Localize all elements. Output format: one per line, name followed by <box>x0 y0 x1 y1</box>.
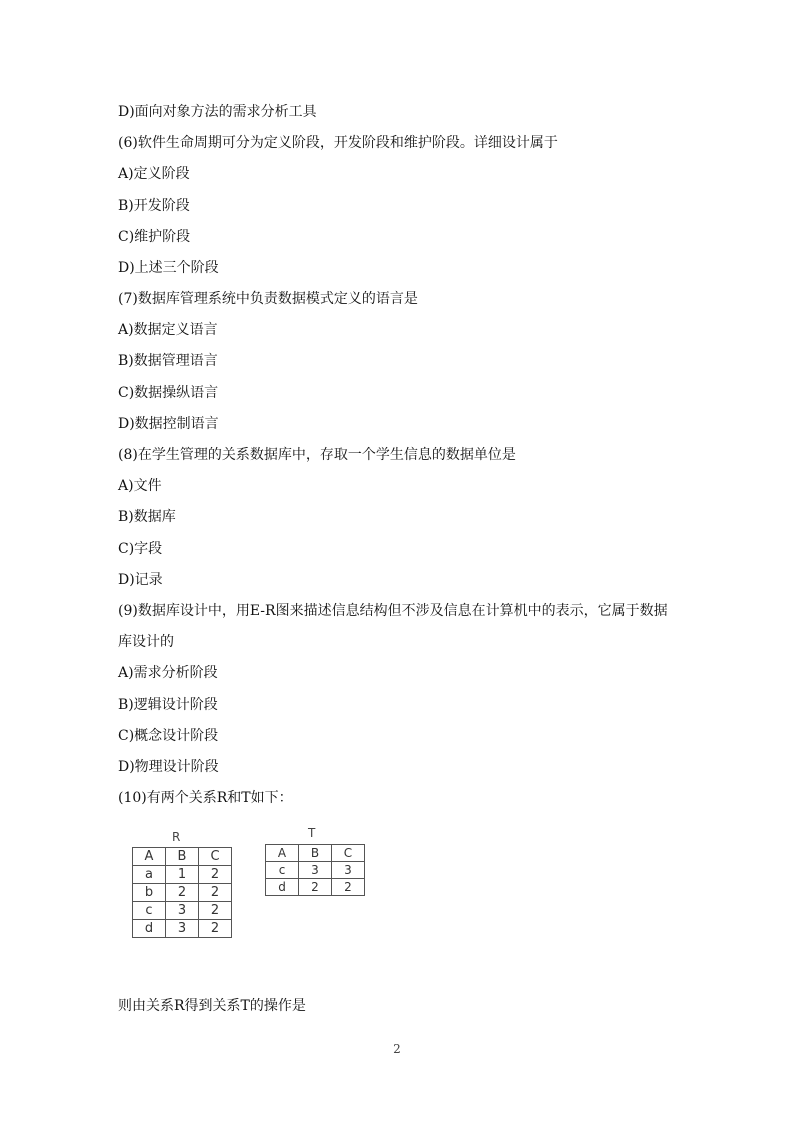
table-row <box>133 920 232 938</box>
text-line: C)字段 <box>118 541 163 557</box>
text-line: D)记录 <box>118 572 163 588</box>
text-line: C)数据操纵语言 <box>118 385 219 401</box>
table-cell: 2 <box>199 902 232 920</box>
text-line: B)数据库 <box>118 509 176 525</box>
text-line: (10)有两个关系R和T如下： <box>118 790 293 806</box>
header-cell: A <box>133 848 166 866</box>
text-line: B)逻辑设计阶段 <box>118 697 218 713</box>
text-line: (7)数据库管理系统中负责数据模式定义的语言是 <box>118 291 418 307</box>
text-line: B)开发阶段 <box>118 198 190 214</box>
table-cell: d <box>266 879 299 896</box>
table-cell: 1 <box>166 866 199 884</box>
text-line: D)上述三个阶段 <box>118 260 219 276</box>
table-cell: d <box>133 920 166 938</box>
header-cell: C <box>199 848 232 866</box>
table-row <box>133 902 232 920</box>
text-line: A)数据定义语言 <box>118 322 218 338</box>
text-line: B)数据管理语言 <box>118 353 218 369</box>
relation-r-table <box>132 847 232 938</box>
header-cell: C <box>332 845 365 862</box>
table-cell: b <box>133 884 166 902</box>
relation-t-table <box>265 844 365 896</box>
table-cell: 2 <box>199 884 232 902</box>
table-header-row <box>266 845 365 862</box>
table-cell: 3 <box>332 862 365 879</box>
text-line: A)定义阶段 <box>118 166 190 182</box>
relation-r-name: R <box>172 830 181 844</box>
table-cell: 2 <box>332 879 365 896</box>
table-row <box>266 862 365 879</box>
header-cell: B <box>299 845 332 862</box>
header-cell: B <box>166 848 199 866</box>
text-line: D)面向对象方法的需求分析工具 <box>118 104 317 120</box>
table-cell: 2 <box>199 920 232 938</box>
table-cell: 2 <box>166 884 199 902</box>
table-row <box>266 879 365 896</box>
table-cell: 3 <box>166 920 199 938</box>
table-cell: 2 <box>299 879 332 896</box>
question-stem-continuation: 则由关系R得到关系T的操作是 <box>118 998 306 1014</box>
page-number: 2 <box>393 1042 401 1056</box>
text-line: 库设计的 <box>118 634 174 650</box>
table-cell: c <box>133 902 166 920</box>
table-cell: 3 <box>166 902 199 920</box>
text-line: (6)软件生命周期可分为定义阶段，开发阶段和维护阶段。详细设计属于 <box>118 135 558 151</box>
relation-t-name: T <box>308 826 316 840</box>
table-cell: a <box>133 866 166 884</box>
text-line: D)物理设计阶段 <box>118 759 219 775</box>
text-line: A)需求分析阶段 <box>118 665 218 681</box>
text-line: C)概念设计阶段 <box>118 728 219 744</box>
table-row <box>133 866 232 884</box>
text-line: A)文件 <box>118 478 162 494</box>
header-cell: A <box>266 845 299 862</box>
table-cell: c <box>266 862 299 879</box>
table-cell: 3 <box>299 862 332 879</box>
text-line: D)数据控制语言 <box>118 416 219 432</box>
table-row <box>133 884 232 902</box>
table-header-row <box>133 848 232 866</box>
table-cell: 2 <box>199 866 232 884</box>
text-line: (9)数据库设计中，用E-R图来描述信息结构但不涉及信息在计算机中的表示，它属于数据 <box>118 603 668 619</box>
text-line: C)维护阶段 <box>118 229 191 245</box>
text-line: (8)在学生管理的关系数据库中，存取一个学生信息的数据单位是 <box>118 447 516 463</box>
